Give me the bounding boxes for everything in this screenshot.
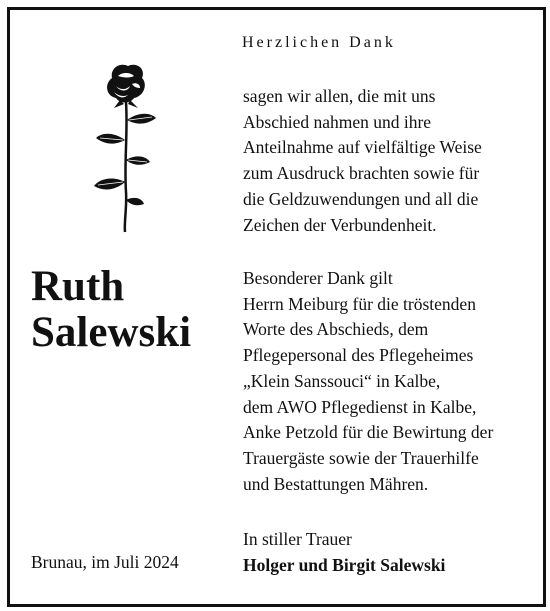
text-line: Herrn Meiburg für die tröstenden bbox=[243, 293, 476, 314]
text-line: Besonderer Dank gilt bbox=[243, 268, 393, 288]
text-line: sagen wir allen, die mit uns bbox=[243, 86, 436, 106]
deceased-first-name: Ruth bbox=[31, 263, 125, 310]
text-line: „Klein Sanssouci“ in Kalbe, bbox=[243, 370, 441, 391]
text-line: Abschied nahmen und ihre bbox=[243, 111, 432, 132]
place-date: Brunau, im Juli 2024 bbox=[31, 552, 179, 572]
closing-block bbox=[243, 527, 445, 578]
text-line: Pflegepersonal des Pflegeheimes bbox=[243, 345, 474, 366]
text-line: Worte des Abschieds, dem bbox=[243, 319, 429, 340]
rose-icon bbox=[90, 62, 162, 234]
text-line: Anteilnahme auf vielfältige Weise bbox=[243, 137, 482, 158]
text-line: Zeichen der Verbundenheit. bbox=[243, 214, 437, 235]
text-line: zum Ausdruck brachten sowie für bbox=[243, 163, 480, 184]
text-line: und Bestattungen Mähren. bbox=[243, 473, 429, 494]
closing-line: In stiller Trauer bbox=[243, 529, 352, 549]
deceased-name bbox=[31, 264, 191, 356]
notice-heading: Herzlichen Dank bbox=[242, 34, 396, 51]
text-line: die Geldzuwendungen und all die bbox=[243, 188, 479, 209]
signature: Holger und Birgit Salewski bbox=[243, 554, 446, 575]
text-line: Trauergäste sowie der Trauerhilfe bbox=[243, 447, 479, 468]
special-thanks-paragraph bbox=[243, 266, 493, 497]
thanks-paragraph bbox=[243, 84, 482, 238]
deceased-last-name: Salewski bbox=[31, 309, 192, 356]
text-line: Anke Petzold für die Bewirtung der bbox=[243, 422, 494, 443]
text-line: dem AWO Pflegedienst in Kalbe, bbox=[243, 396, 477, 417]
